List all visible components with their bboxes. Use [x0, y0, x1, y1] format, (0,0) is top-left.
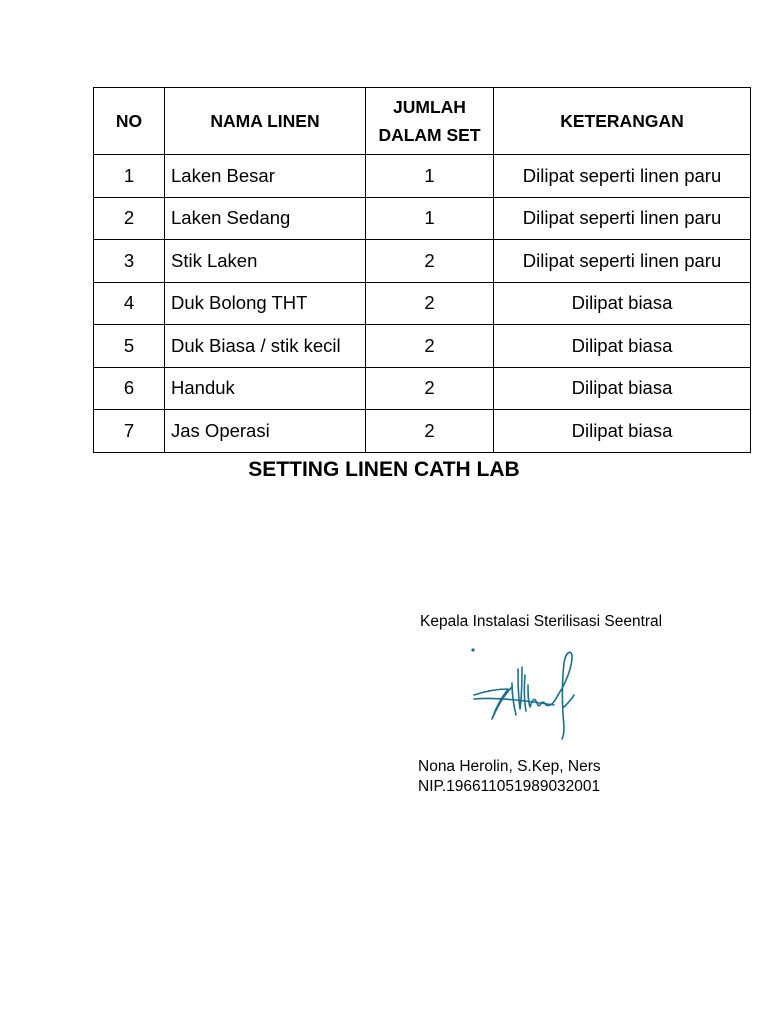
header-nama-linen: NAMA LINEN	[165, 88, 366, 155]
cell-no: 3	[94, 240, 165, 283]
signatory-role: Kepala Instalasi Sterilisasi Seentral	[420, 613, 663, 630]
cell-nama: Laken Sedang	[165, 197, 366, 240]
cell-keterangan: Dilipat biasa	[494, 282, 751, 325]
table-row	[94, 282, 751, 325]
cell-nama: Stik Laken	[165, 240, 366, 283]
cell-jumlah: 2	[366, 240, 494, 283]
header-jumlah-line1: JUMLAH	[393, 97, 466, 117]
cell-jumlah: 2	[366, 325, 494, 368]
cell-keterangan: Dilipat biasa	[494, 367, 751, 410]
cell-no: 2	[94, 197, 165, 240]
cell-nama: Duk Biasa / stik kecil	[165, 325, 366, 368]
cell-no: 5	[94, 325, 165, 368]
cell-jumlah: 2	[366, 367, 494, 410]
signatory-nip: NIP.196611051989032001	[418, 778, 601, 795]
header-jumlah	[366, 88, 494, 155]
header-jumlah-line2: DALAM SET	[378, 125, 481, 145]
cell-no: 6	[94, 367, 165, 410]
cell-no: 7	[94, 410, 165, 453]
cell-keterangan: Dilipat seperti linen paru	[494, 197, 751, 240]
header-no: NO	[94, 88, 165, 155]
cell-no: 1	[94, 155, 165, 198]
table-row	[94, 325, 751, 368]
cell-no: 4	[94, 282, 165, 325]
cell-nama: Handuk	[165, 367, 366, 410]
cell-jumlah: 2	[366, 410, 494, 453]
document-title	[0, 458, 768, 482]
table-header-row	[94, 88, 751, 155]
document-title-text: SETTING LINEN CATH LAB	[248, 458, 520, 481]
cell-keterangan: Dilipat seperti linen paru	[494, 240, 751, 283]
cell-jumlah: 1	[366, 197, 494, 240]
handwritten-signature	[468, 645, 580, 745]
table-row	[94, 410, 751, 453]
signatory-block	[418, 757, 601, 797]
linen-table	[93, 87, 751, 453]
cell-nama: Laken Besar	[165, 155, 366, 198]
table-row	[94, 240, 751, 283]
cell-keterangan: Dilipat biasa	[494, 325, 751, 368]
signatory-name: Nona Herolin, S.Kep, Ners	[418, 758, 601, 775]
header-keterangan: KETERANGAN	[494, 88, 751, 155]
table-row	[94, 197, 751, 240]
cell-nama: Duk Bolong THT	[165, 282, 366, 325]
cell-jumlah: 2	[366, 282, 494, 325]
cell-keterangan: Dilipat biasa	[494, 410, 751, 453]
table-row	[94, 367, 751, 410]
cell-nama: Jas Operasi	[165, 410, 366, 453]
cell-jumlah: 1	[366, 155, 494, 198]
cell-keterangan: Dilipat seperti linen paru	[494, 155, 751, 198]
table-row	[94, 155, 751, 198]
